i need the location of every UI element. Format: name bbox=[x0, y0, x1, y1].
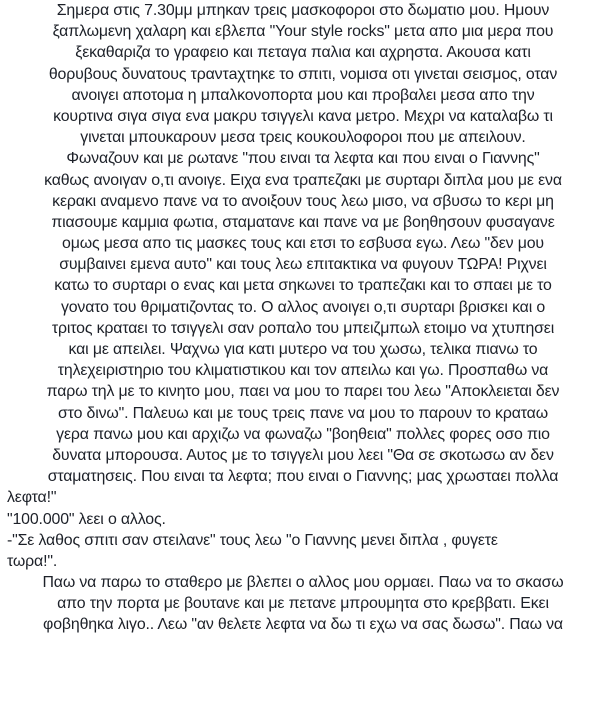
post-text bbox=[7, 0, 599, 636]
text-line: κερακι αναμενο πανε να το ανοιξουν τους λεω μισο, να σβυσω το κερι μη bbox=[52, 192, 554, 210]
text-line: -"Σε λαθος σπιτι σαν στειλανε" τους λεω "ο Γιαννης μενει διπλα , φυγετε bbox=[7, 531, 498, 549]
text-line: θορυβους δυνατους τραντaχτηκε το σπιτι, νομισα οτι γινεται σεισμος, οταν bbox=[48, 65, 558, 83]
text-line: "100.000" λεει ο αλλος. bbox=[7, 510, 166, 528]
text-line: δυνατα μπορουσα. Αυτος με το τσιγγελι μου λεει "Θα σε σκοτωσω αν δεν bbox=[52, 446, 554, 464]
text-line: απο την πορτα με βουτανε και με πετανε μπρουμητα στο κρεββατι. Εκει bbox=[57, 595, 549, 613]
text-line: γονατο του θριματιζοντας το. Ο αλλος ανοιγει ο,τι συρταρι βρισκει και ο bbox=[60, 298, 546, 316]
text-line: λεφτα!" bbox=[7, 489, 57, 507]
text-line: πιασουμε καμμια φωτια, σταματανε και πανε να με βοηθησουν φυσαγανε bbox=[51, 213, 555, 231]
text-line: τωρα!". bbox=[7, 552, 58, 570]
text-line: κουρτινα σιγα σιγα ενα μακρυ τσιγγελι κανα μετρο. Μεχρι να καταλαβω τι bbox=[53, 107, 553, 125]
text-line: φοβηθηκα λιγο.. Λεω "αν θελετε λεφτα να δω τι εχω να σας δωσω". Παω να bbox=[43, 616, 563, 634]
text-line: παρω τηλ με το κινητο μου, παει να μου το παρει του λεω "Αποκλειεται δεν bbox=[46, 383, 560, 401]
text-line: ανοιγει αποτομα η μπαλκονοπορτα μου και προβαλει μεσα απο την bbox=[71, 86, 535, 104]
text-line: Παω να παρω το σταθερο με βλεπει ο αλλος μου ορμαει. Παω να το σκασω bbox=[42, 574, 564, 592]
text-line: ομως μεσα απο τις μασκες τους και ετσι το εσβυσα εγω. Λεω "δεν μου bbox=[62, 235, 544, 253]
text-line: κατω το συρταρι ο ενας και μετα σηκωνει το τραπεζακι και το σπαει με το bbox=[54, 277, 552, 295]
text-line: και με απειλει. Ψαχνω για κατι μυτερο να του χωσω, τελικα πιανω το bbox=[68, 341, 538, 358]
text-line: καθως ανοιγαν ο,τι ανοιγε. Ειχα ενα τραπεζακι με συρταρι διπλα μου με ενα bbox=[44, 171, 562, 189]
text-line: γερα πανω μου και αρχιζω να φωναζω "βοηθεια" πολλες φορες οσο πιο bbox=[56, 425, 550, 443]
text-line: ξαπλωμενη χαλαρη και εβλεπα "Your style rocks" μετα απο μια μερα που bbox=[52, 23, 554, 41]
text-line: στο δινω". Παλευω και με τους τρεις πανε να μου το παρουν το κραταω bbox=[58, 404, 548, 422]
text-line: Φωναζουν και με ρωτανε "που ειναι τα λεφτα και που ειναι ο Γιαννης" bbox=[66, 150, 540, 168]
text-line: συμβαινει εμενα αυτο" και τους λεω επιτακτικα να φυγουν ΤΩΡΑ! Ριχνει bbox=[59, 256, 547, 274]
text-line: τριτος κραταει το τσιγγελι σαν ροπαλο του μπειζμπωλ ετοιμο να χτυπησει bbox=[51, 319, 555, 337]
text-line: Σημερα στις 7.30μμ μπηκαν τρεις μασκοφοροι στο δωματιο μου. Ημουν bbox=[56, 2, 550, 19]
text-line: ξεκαθαριζα το γραφειο και πεταγα παλια και αχρηστα. Ακουσα κατι bbox=[75, 44, 531, 62]
text-line: τηλεχειριστηριο του κλιματιστικου και τον απειλω και γω. Προσπαθω να bbox=[57, 362, 549, 380]
text-line: σταματησεις. Που ειναι τα λεφτα; που ειναι ο Γιαννης; μας χρωσταει πολλα bbox=[47, 468, 559, 486]
text-line: γινεται μπουκαρουν μεσα τρεις κουκουλοφοροι που με απειλουν. bbox=[80, 129, 526, 147]
